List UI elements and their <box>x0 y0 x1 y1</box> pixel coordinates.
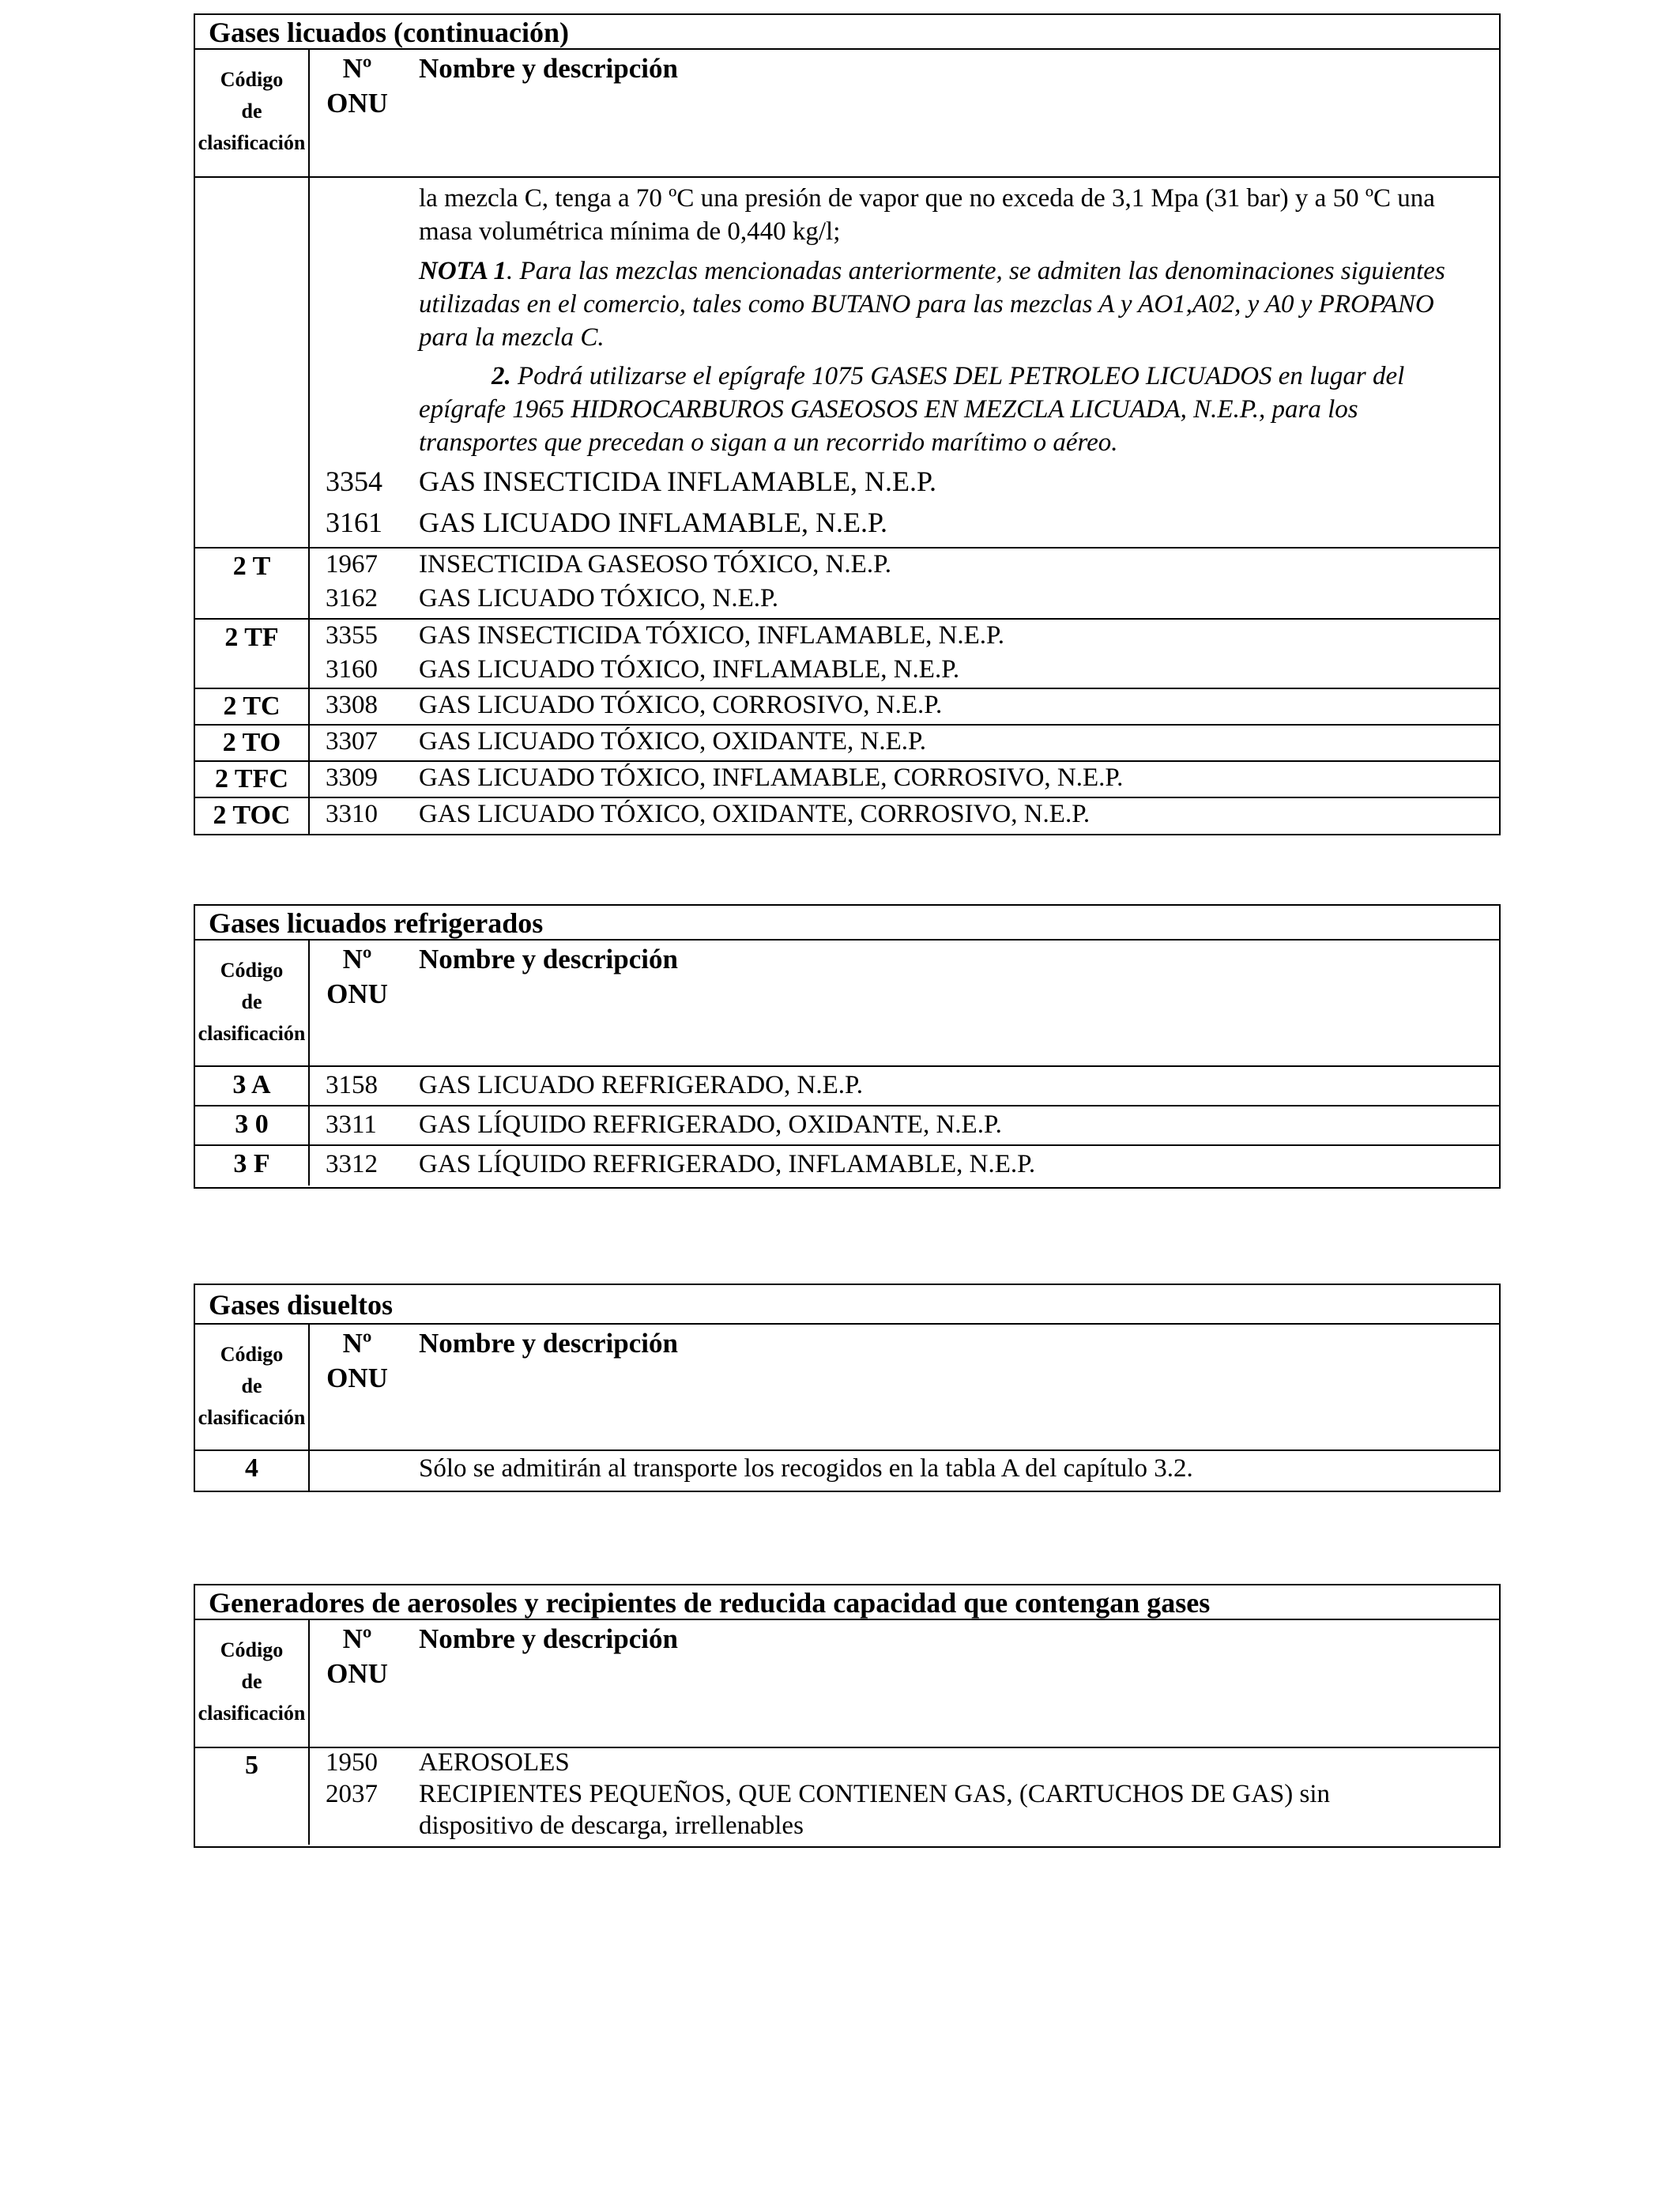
table-row: 2 TC 3308 GAS LICUADO TÓXICO, CORROSIVO, N.E.P. <box>195 689 1499 726</box>
table-generadores-aerosoles <box>194 1584 1501 1848</box>
table-row: 3 F 3312 GAS LÍQUIDO REFRIGERADO, INFLAMABLE, N.E.P. <box>195 1146 1499 1186</box>
header-un-number: Nº ONU <box>326 1623 388 1689</box>
table-row: 2 TFC 3309 GAS LICUADO TÓXICO, INFLAMABLE, CORROSIVO, N.E.P. <box>195 762 1499 798</box>
row-code: 2 TOC <box>195 798 310 834</box>
table-gases-licuados-continuacion <box>194 13 1501 835</box>
note-2: 2. Podrá utilizarse el epígrafe 1075 GASES DEL PETROLEO LICUADOS en lugar del epígrafe 1965 HIDROCARBUROS GASEOSOS EN MEZCLA LICUADA, N.E.P., para los transportes que precedan o sigan a un recorrido marítimo o aéreo. <box>419 362 1405 457</box>
header-un-number: Nº ONU <box>326 53 388 119</box>
header-code: Código de clasificación <box>195 1620 310 1747</box>
table-header <box>195 941 1499 1067</box>
header-name: Nombre y descripción <box>419 1623 678 1654</box>
table-title: Generadores de aerosoles y recipientes de reducida capacidad que contengan gases <box>195 1585 1499 1620</box>
row-code: 2 TO <box>195 726 310 760</box>
header-code: Código de clasificación <box>195 1325 310 1449</box>
table-row: 4 Sólo se admitirán al transporte los recogidos en la tabla A del capítulo 3.2. <box>195 1451 1499 1491</box>
header-un-number: Nº ONU <box>326 1328 388 1393</box>
note-1: NOTA 1. Para las mezclas mencionadas anteriormente, se admiten las denominaciones siguientes utilizadas en el comercio, tales como BUTANO para las mezclas A y AO1,A02, y A0 y PROPANO para la mezcla C. <box>419 257 1445 352</box>
row-code: 3 0 <box>195 1106 310 1144</box>
row-code: 3 A <box>195 1067 310 1105</box>
row-code: 2 TF <box>195 620 310 688</box>
table-gases-licuados-refrigerados <box>194 904 1501 1189</box>
row-code: 2 TC <box>195 689 310 724</box>
table-gases-disueltos <box>194 1284 1501 1492</box>
row-code: 5 <box>195 1748 310 1845</box>
row-code <box>195 178 310 547</box>
continuation-text: la mezcla C, tenga a 70 ºC una presión de vapor que no exceda de 3,1 Mpa (31 bar) y a 50 ºC una masa volumétrica mínima de 0,440 kg/l; <box>419 184 1435 246</box>
row-code: 2 TFC <box>195 762 310 797</box>
header-code: Código de clasificación <box>195 941 310 1065</box>
table-row-continuation: la mezcla C, tenga a 70 ºC una presión de vapor que no exceda de 3,1 Mpa (31 bar) y a 50 ºC una masa volumétrica mínima de 0,440 kg/l; NOTA 1. Para las mezclas mencionadas anteriormente, se admiten las denominaciones siguientes utilizadas en el comercio, tales como BUTANO para las mezclas A y AO1,A02, y A0 y PROPANO para la mezcla C. 2. Podrá utilizarse el epígrafe 1075 GASES DEL PETROLEO LICUADOS en lugar del epígrafe 1965 HIDROCARBUROS GASEOSOS EN MEZCLA LICUADA, N.E.P., para los transportes que precedan o sigan a un recorrido marítimo o aéreo. 3354 GAS INSECTICIDA INFLAMABLE, N.E.P. 3161 GAS LICUADO INFLAMABLE, N.E.P. <box>195 178 1499 548</box>
header-name: Nombre y descripción <box>419 53 678 84</box>
table-row: 3 A 3158 GAS LICUADO REFRIGERADO, N.E.P. <box>195 1067 1499 1106</box>
row-code: 2 T <box>195 548 310 618</box>
header-name: Nombre y descripción <box>419 944 678 974</box>
table-header <box>195 1620 1499 1748</box>
table-row: 2 TO 3307 GAS LICUADO TÓXICO, OXIDANTE, N.E.P. <box>195 726 1499 762</box>
table-title: Gases licuados refrigerados <box>195 906 1499 941</box>
row-code: 3 F <box>195 1146 310 1186</box>
table-row: 2 TF 3355 GAS INSECTICIDA TÓXICO, INFLAMABLE, N.E.P. 3160 GAS LICUADO TÓXICO, INFLAMABLE, N.E.P. <box>195 620 1499 689</box>
row-code: 4 <box>195 1451 310 1491</box>
header-un-number: Nº ONU <box>326 944 388 1009</box>
table-header <box>195 50 1499 178</box>
table-row: 2 TOC 3310 GAS LICUADO TÓXICO, OXIDANTE, CORROSIVO, N.E.P. <box>195 798 1499 834</box>
header-code: Código de clasificación <box>195 50 310 176</box>
table-row: 3 0 3311 GAS LÍQUIDO REFRIGERADO, OXIDANTE, N.E.P. <box>195 1106 1499 1146</box>
table-row: 5 1950 AEROSOLES 2037 RECIPIENTES PEQUEÑOS, QUE CONTIENEN GAS, (CARTUCHOS DE GAS) sin dispositivo de descarga, irrellenables <box>195 1748 1499 1845</box>
table-header <box>195 1325 1499 1451</box>
table-row: 2 T 1967 INSECTICIDA GASEOSO TÓXICO, N.E.P. 3162 GAS LICUADO TÓXICO, N.E.P. <box>195 548 1499 620</box>
table-title: Gases licuados (continuación) <box>195 15 1499 50</box>
table-title: Gases disueltos <box>195 1285 1499 1325</box>
header-name: Nombre y descripción <box>419 1328 678 1359</box>
